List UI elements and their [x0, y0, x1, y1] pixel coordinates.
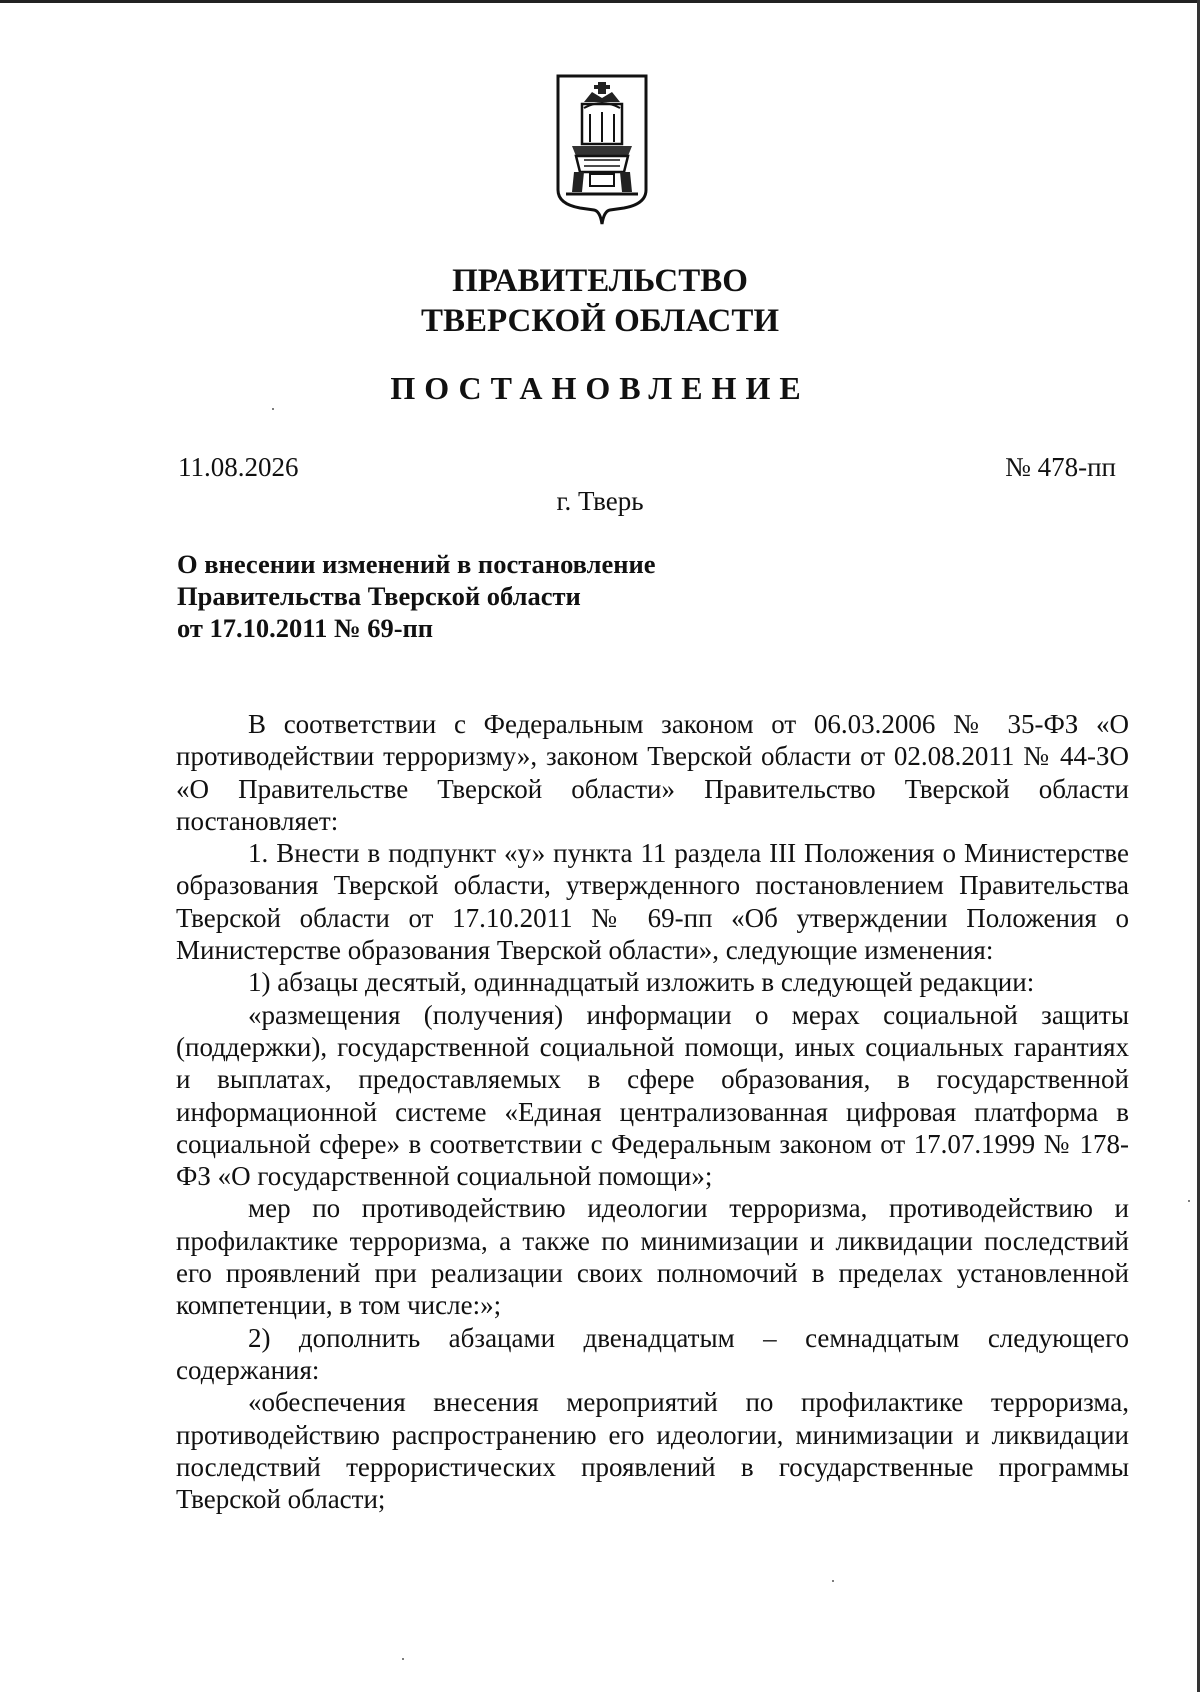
tver-coat-of-arms-icon	[554, 74, 650, 228]
document-type-heading: ПОСТАНОВЛЕНИЕ	[390, 370, 810, 406]
body-paragraph-quote-2: мер по противодействию идеологии терроризма, противодействию и профилактике терроризма, а также по минимизации и ликвидации последствий его проявлений при реализации своих полномочий в пределах установленной компетенции, в том числе:»;	[176, 1193, 1129, 1321]
scan-border-top	[0, 0, 1200, 3]
scan-speck	[402, 1658, 404, 1660]
body-paragraph-quote-1: «размещения (получения) информации о мерах социальной защиты (поддержки), государственной социальной помощи, иных социальных гарантиях и выплатах, предоставляемых в сфере образования, в государственной информационной системе «Единая централизованная цифровая платформа в социальной сфере» в соответствии с Федеральным законом от 17.07.1999 № 178-ФЗ «О государственной социальной помощи»;	[176, 999, 1129, 1192]
body-paragraph-quote-3: «обеспечения внесения мероприятий по профилактике терроризма, противодействию распространению его идеологии, минимизации и ликвидации последствий террористических проявлений в государственные программы Тверской области;	[176, 1387, 1129, 1515]
document-body	[176, 708, 1129, 1515]
scan-speck	[272, 408, 274, 410]
document-date: 11.08.2026	[178, 452, 299, 482]
body-paragraph-subitem-2: 2) дополнить абзацами двенадцатым – семнадцатым следующего содержания:	[176, 1322, 1129, 1385]
subject-line-1: О внесении изменений в постановление	[177, 549, 656, 579]
body-paragraph-subitem-1: 1) абзацы десятый, одиннадцатый изложить в следующей редакции:	[248, 967, 1035, 998]
government-name-line1: ПРАВИТЕЛЬСТВО	[452, 263, 748, 299]
scan-speck	[1188, 1200, 1190, 1202]
body-paragraph-preamble: В соответствии с Федеральным законом от 06.03.2006 № 35-ФЗ «О противодействии терроризму», законом Тверской области от 02.08.2011 № 44-ЗО «О Правительстве Тверской области» Правительство Тверской области постановляет:	[176, 709, 1129, 836]
document-number: № 478-пп	[1005, 452, 1116, 482]
scan-speck	[832, 1580, 834, 1582]
document-subject	[177, 548, 877, 644]
body-paragraph-item-1: 1. Внести в подпункт «у» пункта 11 раздела III Положения о Министерстве образования Тверской области, утвержденного постановлением Правительства Тверской области от 17.10.2011 № 69-пп «Об утверждении Положения о Министерстве образования Тверской области», следующие изменения:	[176, 838, 1129, 966]
government-name-line2: ТВЕРСКОЙ ОБЛАСТИ	[420, 303, 780, 339]
subject-line-2: Правительства Тверской области	[177, 581, 581, 611]
document-city: г. Тверь	[556, 486, 644, 516]
subject-line-3: от 17.10.2011 № 69-пп	[177, 613, 434, 643]
